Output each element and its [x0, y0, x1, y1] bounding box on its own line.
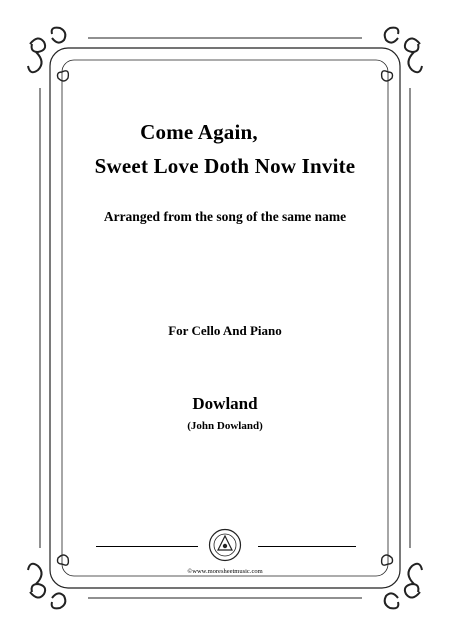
instrumentation: For Cello And Piano	[168, 323, 282, 338]
title-line-1: Come Again,	[140, 120, 258, 144]
subtitle: Arranged from the song of the same name	[103, 209, 347, 224]
composer-full-name: (John Dowland)	[187, 420, 263, 432]
composer-name: Dowland	[192, 394, 258, 413]
logo-seal-icon	[208, 528, 242, 562]
divider-left	[96, 546, 198, 547]
title-line-2: Sweet Love Doth Now Invite	[94, 154, 356, 178]
website-credit[interactable]: ©www.moresheetmusic.com	[187, 568, 263, 575]
divider-right	[258, 546, 356, 547]
